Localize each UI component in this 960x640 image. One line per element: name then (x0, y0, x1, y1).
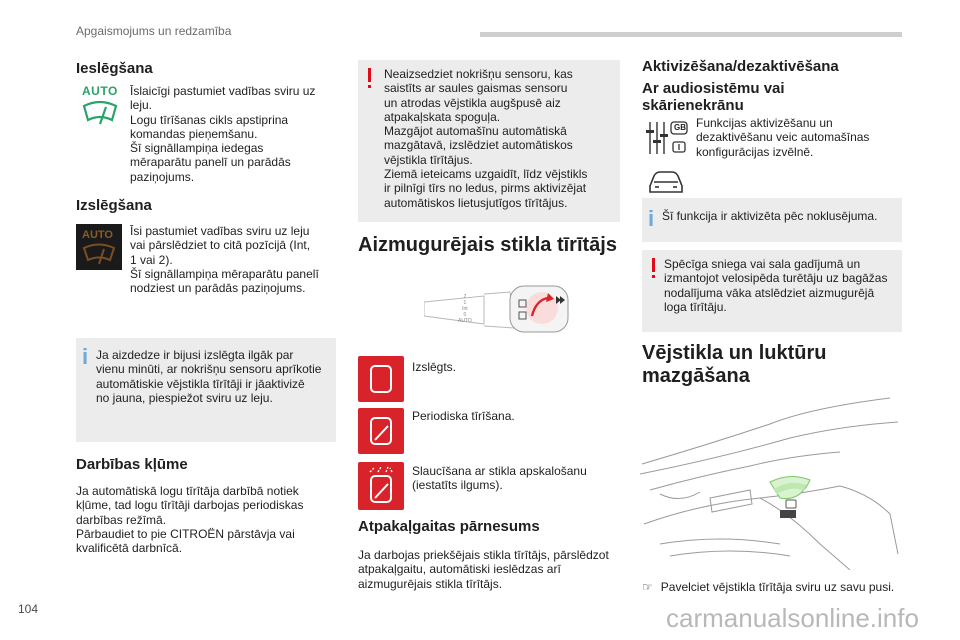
warning-snow-text: Spēcīga sniega vai sala gadījumā un izmantojot velosipēda turētāju uz bagāžas nodalījuma vāka atslēdziet aizmugurējā loga tīrītāju. (664, 257, 888, 314)
rear-wiper-intermittent-icon (358, 408, 404, 454)
mode-off-text: Izslēgts. (412, 360, 457, 374)
car-front-illustration (640, 394, 902, 570)
reverse-title: Atpakaļgaitas pārnesums (358, 518, 540, 535)
rear-wiper-washer-icon (358, 462, 404, 510)
fault-text: Ja automātiskā logu tīrītāja darbībā notiek kļūme, tad logu tīrītāji darbojas periodiskas darbības režīmā. Pārbaudiet to pie CITROËN pārstāvja vai kvalificētā darbnīcā. (76, 484, 304, 556)
warning-sensor-text: Neaizsedziet nokrišņu sensoru, kas saistīts ar saules gaismas sensoru un atrodas vējstikla augšpusē aiz atpakaļskata spoguļa. Mazgājot automašīnu automātiskā mazgātavā, izslēdziet automātiskos vējstikla tīrītājus. Ziemā ieteicams uzgaidīt, līdz vējstikls ir pilnīgi tīrs no ledus, pirms aktivizējat automātiskos lietusjutīgos tīrītājus. (384, 67, 588, 210)
pointing-hand-icon: ☞ (642, 580, 653, 594)
audio-title: Ar audiosistēmu vai skārienekrānu (642, 80, 785, 114)
auto-icon-label: AUTO (82, 84, 118, 98)
wiper-lever-illustration (424, 278, 574, 338)
settings-menu-icon (644, 118, 690, 158)
info-icon: i (648, 206, 655, 231)
header-rule (480, 32, 902, 37)
info-icon: i (82, 344, 89, 369)
auto-off-icon-label: AUTO (82, 229, 113, 241)
car-icon (646, 166, 686, 196)
warning-icon (652, 258, 655, 272)
washing-title: Vējstikla un luktūru mazgāšana (642, 342, 827, 387)
off-title: Izslēgšana (76, 197, 152, 214)
on-text: Īslaicīgi pastumiet vadības sviru uz leju. Logu tīrīšanas cikls apstiprina komandas pieņemšanu. Šī signāllampiņa iedegas mēraparātu panelī un parādās paziņojums. (130, 84, 316, 184)
reverse-text: Ja darbojas priekšējais stikla tīrītājs, pārslēdzot atpakaļgaitu, automātiski ieslēdzas arī aizmugurējais stikla tīrītājs. (358, 548, 609, 591)
rear-wiper-off-icon (358, 356, 404, 402)
watermark: carmanualsonline.info (666, 603, 919, 633)
warning-icon (368, 68, 371, 82)
mode-intermittent-text: Periodiska tīrīšana. (412, 409, 515, 423)
auto-wiper-icon (76, 84, 124, 130)
info-box-ignition (76, 338, 336, 442)
audio-text: Funkcijas aktivizēšanu un dezaktivēšanu veic automašīnas konfigurācijas izvēlnē. (696, 116, 870, 159)
on-title: Ieslēgšana (76, 60, 153, 77)
page-number: 104 (18, 602, 39, 616)
warning-box-sensor (358, 60, 620, 222)
fault-title: Darbības kļūme (76, 456, 188, 473)
lever-positions: 2 1 Int 0 AUTO (458, 294, 472, 324)
section-header: Apgaismojums un redzamība (76, 24, 232, 38)
auto-wiper-off-icon (76, 224, 122, 270)
info-default-text: Šī funkcija ir aktivizēta pēc noklusējuma. (662, 209, 878, 223)
info-ignition-text: Ja aizdedze ir bijusi izslēgta ilgāk par vienu minūti, ar nokrišņu sensoru aprīkotie automātiskie vējstikla tīrītāji ir jāaktivizē no jauna, piespiežot sviru uz leju. (96, 348, 322, 405)
mode-washer-text: Slaucīšana ar stikla apskalošanu (iestatīts ilgums). (412, 464, 587, 493)
rear-wiper-title: Aizmugurējais stikla tīrītājs (358, 234, 617, 256)
washing-instruction: ☞ Pavelciet vējstikla tīrītāja sviru uz savu pusi. (642, 580, 895, 594)
info-box-default (642, 198, 902, 242)
gb-label: GB (674, 123, 686, 132)
off-text: Īsi pastumiet vadības sviru uz leju vai pārslēdziet to citā pozīcijā (Int, 1 vai 2). Šī signāllampiņa mēraparātu panelī nodziest un parādās paziņojums. (130, 224, 319, 296)
activation-title: Aktivizēšana/dezaktivēšana (642, 58, 839, 75)
warning-box-snow (642, 250, 902, 332)
